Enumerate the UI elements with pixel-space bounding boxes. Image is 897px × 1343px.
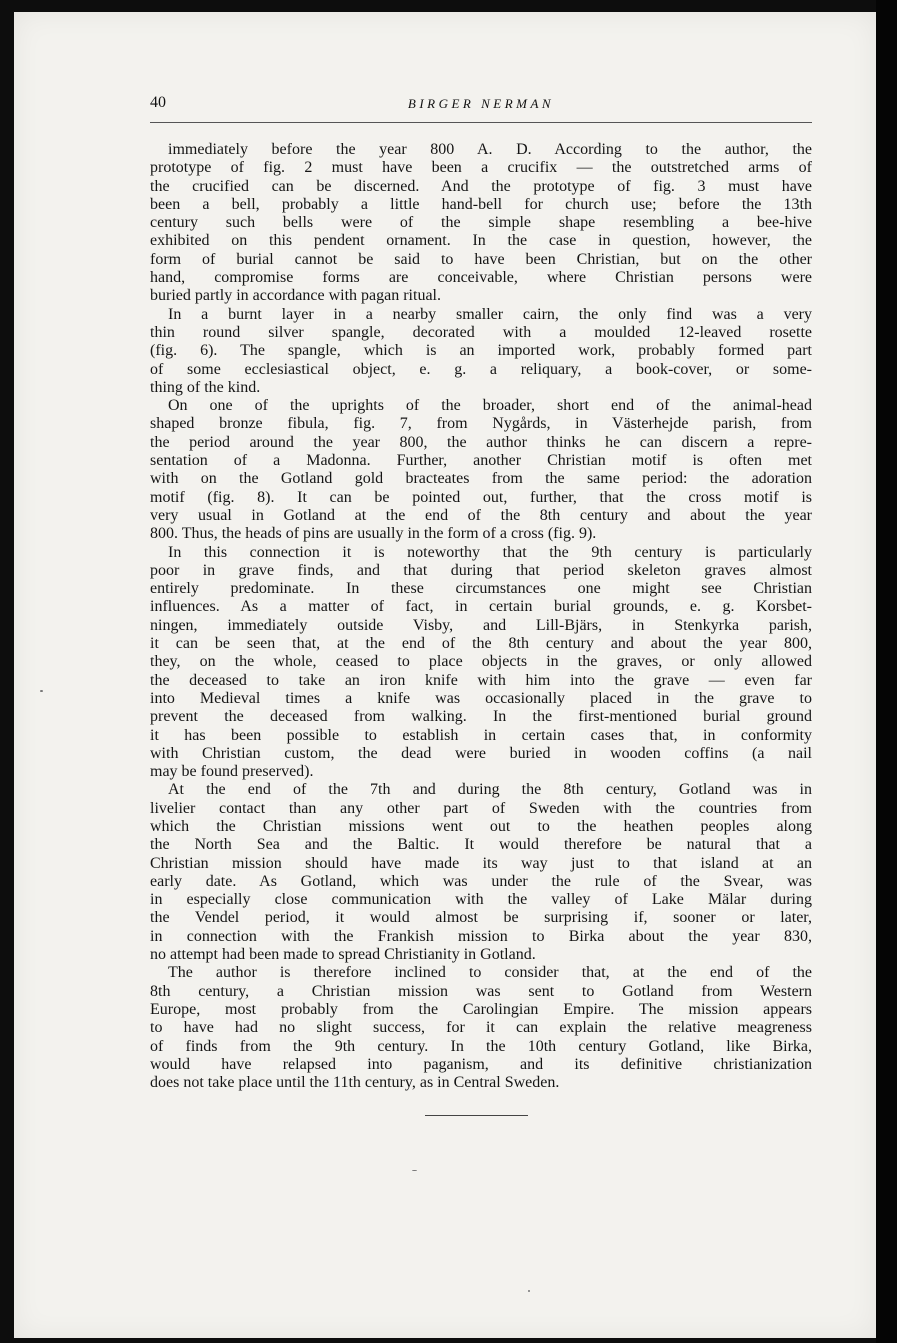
running-head: BIRGER NERMAN [407,96,555,111]
paragraph [150,306,812,397]
text-line: (fig. 6). The spangle, which is an imported work, probably formed part [150,342,812,360]
text-line: sentation of a Madonna. Further, another Christian motif is often met [150,452,812,470]
text-line: the crucified can be discerned. And the prototype of fig. 3 must have [150,177,812,195]
text-line: poor in grave finds, and that during that period skeleton graves almost [150,561,812,579]
text-line: The author is therefore inclined to consider that, at the end of the [168,964,812,982]
text-line: prototype of fig. 2 must have been a crucifix — the outstretched arms of [150,159,812,177]
scan-speck [528,1290,530,1292]
text-line: 8th century, a Christian mission was sent to Gotland from Western [150,982,812,1000]
text-line: of finds from the 9th century. In the 10th century Gotland, like Birka, [150,1037,812,1055]
paragraph [150,544,812,782]
section-end-rule [425,1115,528,1116]
text-line: in especially close communication with the valley of Lake Mälar during [150,891,812,909]
paragraph [150,397,812,543]
scan-speck [40,690,43,692]
text-line: been a bell, probably a little hand-bell for church use; before the 13th [150,195,812,213]
text-line: with on the Gotland gold bracteates from the same period: the adoration [150,470,812,488]
text-line: thin round silver spangle, decorated with a moulded 12-leaved rosette [150,323,812,341]
text-line: ningen, immediately outside Visby, and Lill-Bjärs, in Stenkyrka parish, [150,616,812,634]
text-line: form of burial cannot be said to have been Christian, but on the other [150,250,812,268]
text-line: prevent the deceased from walking. In the first-mentioned burial ground [150,708,812,726]
text-line: into Medieval times a knife was occasionally placed in the grave to [150,689,812,707]
text-line: buried partly in accordance with pagan ritual. [150,287,441,305]
text-line: shaped bronze fibula, fig. 7, from Nygårds, in Västerhejde parish, from [150,415,812,433]
text-line: the Vendel period, it would almost be surprising if, sooner or later, [150,909,812,927]
text-line: immediately before the year 800 A. D. According to the author, the [168,141,812,158]
page-number: 40 [150,94,166,111]
text-line: hand, compromise forms are conceivable, where Christian persons were [150,269,812,287]
text-line: it has been possible to establish in certain cases that, in conformity [150,726,812,744]
text-line: it can be seen that, at the end of the 8th century and about the year 800, [150,635,812,653]
text-line: may be found preserved). [150,763,314,781]
text-line: entirely predominate. In these circumstances one might see Christian [150,580,812,598]
text-line: which the Christian missions went out to the heathen peoples along [150,817,812,835]
text-line: would have relapsed into paganism, and its definitive christianization [150,1055,812,1073]
paragraph [150,781,812,964]
text-line: no attempt had been made to spread Christianity in Gotland. [150,946,536,964]
text-line: in connection with the Frankish mission to Birka about the year 830, [150,927,812,945]
text-line: century such bells were of the simple shape resembling a bee-hive [150,214,812,232]
text-line: very usual in Gotland at the end of the 8th century and about the year [150,506,812,524]
text-line: the deceased to take an iron knife with him into the grave — even far [150,671,812,689]
scan-speck [412,1170,417,1171]
text-line: exhibited on this pendent ornament. In the case in question, however, the [150,232,812,250]
text-line: Europe, most probably from the Carolingian Empire. The mission appears [150,1000,812,1018]
text-line: the North Sea and the Baltic. It would therefore be natural that a [150,836,812,854]
text-line: to have had no slight success, for it can explain the relative meagreness [150,1019,812,1037]
page-header [150,94,812,123]
text-line: they, on the whole, ceased to place objects in the graves, or only allowed [150,653,812,671]
text-line: motif (fig. 8). It can be pointed out, further, that the cross motif is [150,488,812,506]
text-line: influences. As a matter of fact, in certain burial grounds, e. g. Korsbet- [150,598,812,616]
text-line: does not take place until the 11th century, as in Central Sweden. [150,1074,560,1092]
text-line: On one of the uprights of the broader, short end of the animal-head [168,397,812,415]
scan-dark-edge [876,0,897,1343]
text-line: 800. Thus, the heads of pins are usually in the form of a cross (fig. 9). [150,525,597,543]
text-line: At the end of the 7th and during the 8th century, Gotland was in [168,781,812,799]
text-line: Christian mission should have made its way just to that island at an [150,854,812,872]
text-line: with Christian custom, the dead were buried in wooden coffins (a nail [150,744,812,762]
body-text [150,141,812,1092]
text-line: of some ecclesiastical object, e. g. a reliquary, a book-cover, or some- [150,360,812,378]
text-line: the period around the year 800, the author thinks he can discern a repre- [150,433,812,451]
text-line: early date. As Gotland, which was under the rule of the Svear, was [150,872,812,890]
paragraph [150,964,812,1092]
text-line: In this connection it is noteworthy that the 9th century is particularly [168,543,812,561]
paragraph [150,141,812,306]
text-line: In a burnt layer in a nearby smaller cairn, the only find was a very [168,305,812,323]
text-line: livelier contact than any other part of Sweden with the countries from [150,799,812,817]
text-line: thing of the kind. [150,378,261,396]
